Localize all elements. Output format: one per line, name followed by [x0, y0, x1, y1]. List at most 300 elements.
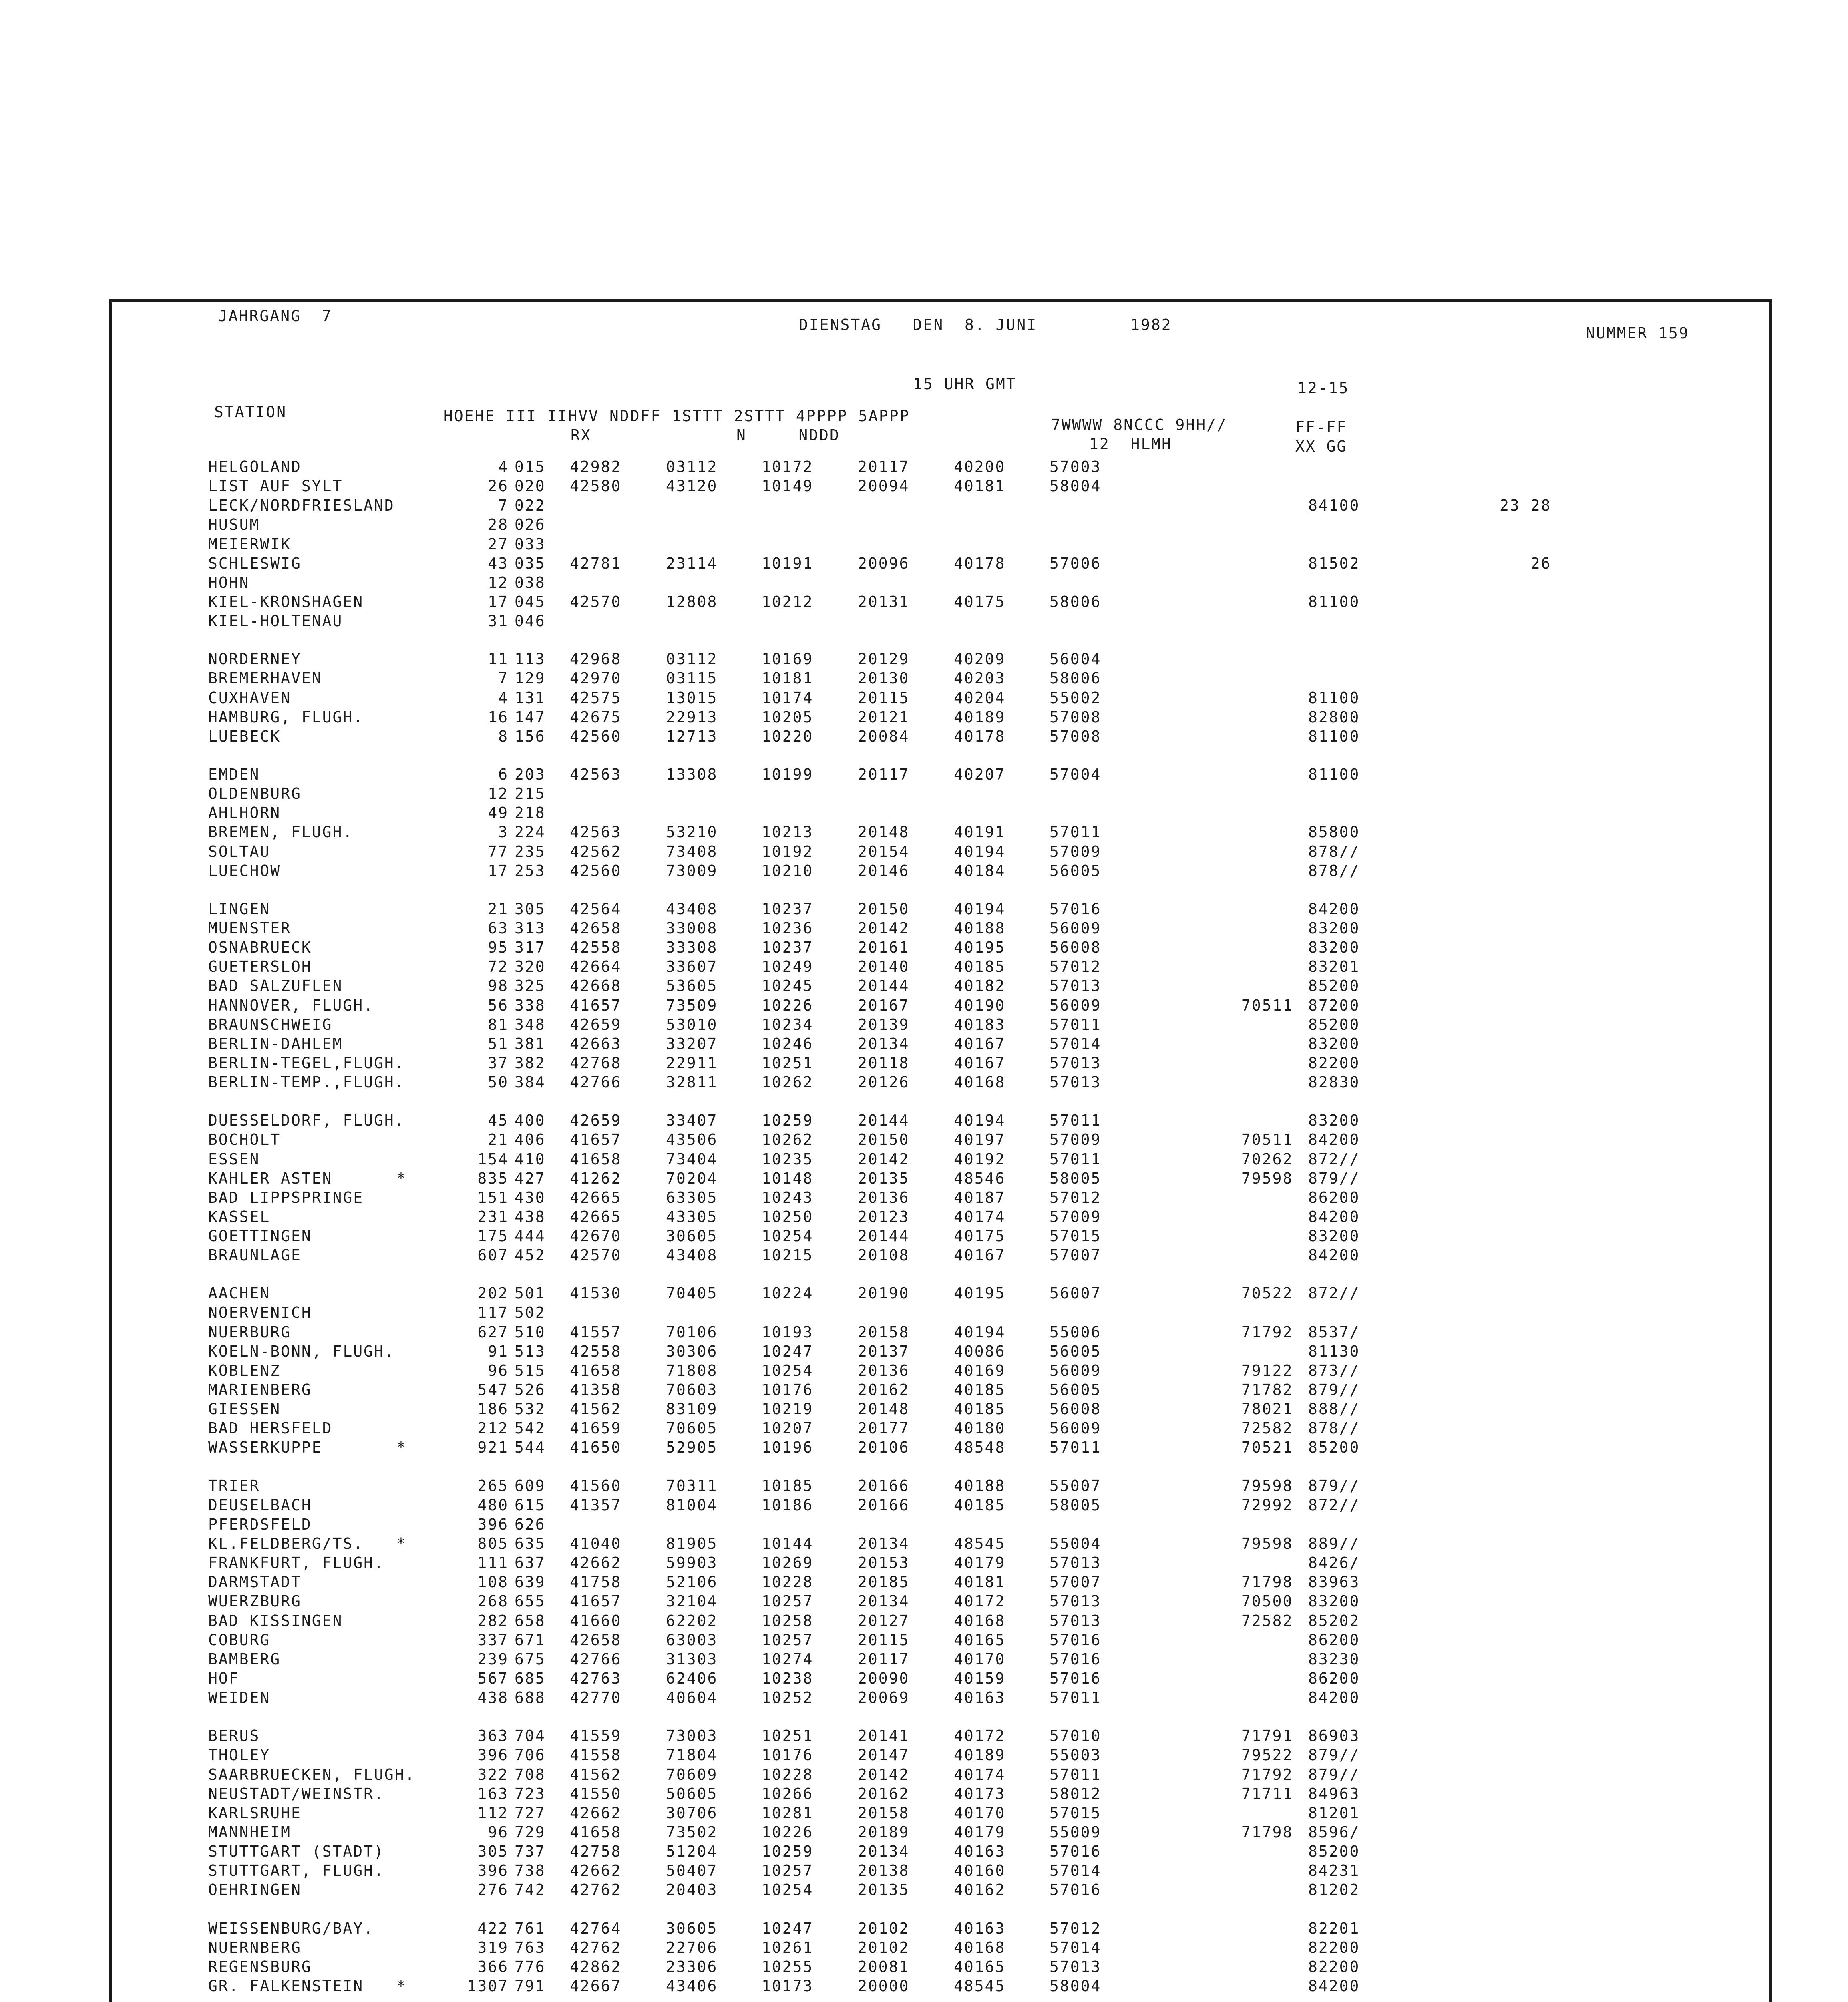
station-nd: 52905: [666, 1439, 718, 1457]
station-name: HUSUM: [208, 516, 260, 534]
station-ho: 276: [477, 1881, 509, 1899]
group-gap: [208, 1457, 1730, 1476]
station-name: GR. FALKENSTEIN: [208, 1977, 364, 1995]
station-ho: 363: [477, 1727, 509, 1745]
station-name: NUERBURG: [208, 1323, 292, 1341]
station-p5: 55003: [1050, 1746, 1102, 1764]
station-s2: 20131: [858, 593, 910, 611]
station-nd: 33607: [666, 958, 718, 976]
station-ih: 42659: [570, 1015, 622, 1033]
station-nd: 03112: [666, 650, 718, 668]
station-s2: 20102: [858, 1938, 910, 1956]
station-mark: *: [396, 1169, 407, 1187]
station-p5: 57009: [1050, 1131, 1102, 1149]
station-row: [208, 1688, 1730, 1707]
station-nd: 81004: [666, 1496, 718, 1514]
station-s1: 10176: [762, 1381, 814, 1399]
station-nd: 30605: [666, 1227, 718, 1245]
station-s1: 10174: [762, 689, 814, 707]
station-row: [208, 919, 1730, 938]
station-p5: 57014: [1050, 1862, 1102, 1880]
station-iii: 026: [515, 516, 546, 534]
station-s1: 10235: [762, 1150, 814, 1168]
station-p5: 57011: [1050, 1150, 1102, 1168]
station-row: [208, 1188, 1730, 1207]
station-nc: 84200: [1308, 1689, 1360, 1707]
station-name: MEIERWIK: [208, 535, 292, 553]
station-iii: 015: [515, 458, 546, 476]
station-row: [208, 1476, 1730, 1495]
station-ho: 12: [488, 573, 509, 591]
station-nc: 81100: [1308, 593, 1360, 611]
station-nd: 71804: [666, 1746, 718, 1764]
station-row: [208, 822, 1730, 842]
station-s2: 20135: [858, 1169, 910, 1187]
station-row: [208, 1073, 1730, 1092]
station-ih: 42675: [570, 708, 622, 726]
station-ih: 42570: [570, 593, 622, 611]
station-row: [208, 1246, 1730, 1265]
station-name: LUEBECK: [208, 727, 281, 745]
station-ho: 49: [488, 804, 509, 822]
station-ih: 42659: [570, 1112, 622, 1130]
station-iii: 046: [515, 612, 546, 630]
station-iii: 382: [515, 1054, 546, 1072]
station-s1: 10220: [762, 727, 814, 745]
station-iii: 542: [515, 1419, 546, 1437]
station-ih: 42662: [570, 1804, 622, 1822]
station-p5: 56009: [1050, 1361, 1102, 1379]
station-s2: 20102: [858, 1919, 910, 1937]
station-row: [208, 1784, 1730, 1803]
station-name: KIEL-HOLTENAU: [208, 612, 343, 630]
station-row: [208, 669, 1730, 688]
station-p4: 40204: [954, 689, 1006, 707]
station-name: COBURG: [208, 1631, 271, 1649]
station-row: [208, 708, 1730, 727]
station-ho: 265: [477, 1477, 509, 1495]
station-ih: 42763: [570, 1670, 622, 1688]
station-nd: 70603: [666, 1381, 718, 1399]
station-p5: 55009: [1050, 1823, 1102, 1841]
station-p4: 40179: [954, 1823, 1006, 1841]
station-ih: 42662: [570, 1554, 622, 1572]
station-row: [208, 496, 1730, 515]
station-s2: 20084: [858, 727, 910, 745]
station-s1: 10257: [762, 1862, 814, 1880]
station-s1: 10258: [762, 1612, 814, 1630]
station-p5: 57012: [1050, 1919, 1102, 1937]
station-p4: 40167: [954, 1035, 1006, 1053]
station-p4: 40195: [954, 1284, 1006, 1303]
station-p5: 57008: [1050, 708, 1102, 726]
station-p5: 57016: [1050, 1843, 1102, 1861]
station-ho: 4: [498, 689, 509, 707]
station-p4: 40192: [954, 1150, 1006, 1168]
station-nc: 87200: [1308, 996, 1360, 1014]
station-nd: 43408: [666, 900, 718, 918]
station-nd: 73509: [666, 996, 718, 1014]
station-p4: 40170: [954, 1650, 1006, 1668]
station-name: BOCHOLT: [208, 1131, 281, 1149]
station-iii: 635: [515, 1535, 546, 1553]
station-p5: 57013: [1050, 1958, 1102, 1976]
station-p4: 40160: [954, 1862, 1006, 1880]
station-ih: 42562: [570, 842, 622, 860]
station-nd: 62406: [666, 1670, 718, 1688]
station-p4: 40175: [954, 1227, 1006, 1245]
station-ho: 72: [488, 958, 509, 976]
station-name: THOLEY: [208, 1746, 271, 1764]
station-iii: 609: [515, 1477, 546, 1495]
station-iii: 305: [515, 900, 546, 918]
station-ih: 42764: [570, 1919, 622, 1937]
station-s1: 10181: [762, 669, 814, 687]
station-s2: 20141: [858, 1727, 910, 1745]
station-p4: 48545: [954, 1535, 1006, 1553]
station-s2: 20148: [858, 823, 910, 841]
station-name: OLDENBURG: [208, 785, 302, 803]
station-ih: 41550: [570, 1785, 622, 1803]
station-nc: 85200: [1308, 977, 1360, 995]
station-row: [208, 1323, 1730, 1342]
station-p5: 57006: [1050, 554, 1102, 572]
group-gap: [208, 1707, 1730, 1726]
station-row: [208, 842, 1730, 861]
station-s2: 20081: [858, 1958, 910, 1976]
station-name: LECK/NORDFRIESLAND: [208, 496, 395, 515]
time-range: 12-15: [1297, 379, 1349, 397]
station-ho: 6: [498, 765, 509, 783]
station-name: BRAUNSCHWEIG: [208, 1015, 333, 1033]
station-s1: 10191: [762, 554, 814, 572]
station-w7: 79598: [1241, 1535, 1293, 1553]
station-iii: 738: [515, 1862, 546, 1880]
station-name: BRAUNLAGE: [208, 1246, 302, 1264]
station-nc: 85800: [1308, 823, 1360, 841]
station-s2: 20162: [858, 1785, 910, 1803]
station-s1: 10262: [762, 1073, 814, 1091]
station-p5: 56005: [1050, 862, 1102, 880]
station-nd: 32811: [666, 1073, 718, 1091]
station-p4: 40185: [954, 1496, 1006, 1514]
station-name: LIST AUF SYLT: [208, 477, 343, 495]
station-ih: 42781: [570, 554, 622, 572]
station-nd: 22913: [666, 708, 718, 726]
station-p4: 40168: [954, 1612, 1006, 1630]
station-w7: 70511: [1241, 1131, 1293, 1149]
station-nc: 879//: [1308, 1381, 1360, 1399]
station-s2: 20142: [858, 1150, 910, 1168]
station-ho: 305: [477, 1843, 509, 1861]
station-ho: 322: [477, 1765, 509, 1783]
station-name: NUERNBERG: [208, 1938, 302, 1956]
station-s1: 10226: [762, 996, 814, 1014]
station-ho: 21: [488, 1131, 509, 1149]
station-ih: 42665: [570, 1188, 622, 1206]
station-p4: 40162: [954, 1881, 1006, 1899]
station-ho: 175: [477, 1227, 509, 1245]
station-nd: 13308: [666, 765, 718, 783]
station-s2: 20137: [858, 1342, 910, 1360]
station-nd: 73408: [666, 842, 718, 860]
station-ho: 17: [488, 593, 509, 611]
station-w7: 70500: [1241, 1592, 1293, 1610]
station-nc: 878//: [1308, 862, 1360, 880]
station-ho: 567: [477, 1670, 509, 1688]
station-s1: 10247: [762, 1342, 814, 1360]
station-ho: 154: [477, 1150, 509, 1168]
station-ho: 108: [477, 1573, 509, 1591]
station-row: [208, 1342, 1730, 1361]
station-name: WASSERKUPPE: [208, 1439, 322, 1457]
col-codes-subheader: RX N NDDD: [571, 426, 840, 444]
station-ho: 1307: [467, 1977, 509, 1995]
station-nd: 33008: [666, 919, 718, 937]
station-s2: 20108: [858, 1246, 910, 1264]
station-row: [208, 457, 1730, 476]
station-ih: 42762: [570, 1881, 622, 1899]
station-s1: 10266: [762, 1785, 814, 1803]
station-nd: 53605: [666, 977, 718, 995]
station-name: KL.FELDBERG/TS.: [208, 1535, 364, 1553]
station-ho: 480: [477, 1496, 509, 1514]
station-w7: 71798: [1241, 1823, 1293, 1841]
station-nc: 8596/: [1308, 1823, 1360, 1841]
station-s1: 10193: [762, 1323, 814, 1341]
station-s1: 10169: [762, 650, 814, 668]
station-ho: 45: [488, 1112, 509, 1130]
station-p4: 40165: [954, 1958, 1006, 1976]
station-name: DUESSELDORF, FLUGH.: [208, 1112, 405, 1130]
station-p4: 40163: [954, 1843, 1006, 1861]
date-line: DIENSTAG DEN 8. JUNI 1982: [799, 316, 1172, 334]
station-ho: 91: [488, 1342, 509, 1360]
station-p5: 56007: [1050, 1284, 1102, 1303]
station-p4: 40200: [954, 458, 1006, 476]
station-nc: 81502: [1308, 554, 1360, 572]
station-row: [208, 1438, 1730, 1457]
station-p4: 40183: [954, 1015, 1006, 1033]
station-s2: 20134: [858, 1592, 910, 1610]
station-ho: 43: [488, 554, 509, 572]
station-ih: 42558: [570, 939, 622, 957]
station-nd: 70605: [666, 1419, 718, 1437]
station-nc: 8426/: [1308, 1554, 1360, 1572]
station-p5: 57012: [1050, 958, 1102, 976]
station-s2: 20090: [858, 1670, 910, 1688]
station-iii: 129: [515, 669, 546, 687]
station-nd: 70106: [666, 1323, 718, 1341]
station-nd: 23114: [666, 554, 718, 572]
station-row: [208, 1957, 1730, 1976]
station-nc: 84200: [1308, 1246, 1360, 1264]
station-w7: 79522: [1241, 1746, 1293, 1764]
station-ih: 42575: [570, 689, 622, 707]
group-gap: [208, 1996, 1730, 2002]
station-s1: 10148: [762, 1169, 814, 1187]
station-row: [208, 1380, 1730, 1399]
station-ih: 41758: [570, 1573, 622, 1591]
station-iii: 526: [515, 1381, 546, 1399]
station-row: [208, 1765, 1730, 1784]
station-ho: 627: [477, 1323, 509, 1341]
station-row: [208, 688, 1730, 708]
group-gap: [208, 1265, 1730, 1284]
station-nd: 83109: [666, 1400, 718, 1418]
station-row: [208, 1726, 1730, 1745]
station-nd: 33207: [666, 1035, 718, 1053]
station-nd: 50605: [666, 1785, 718, 1803]
station-nd: 30306: [666, 1342, 718, 1360]
station-nd: 63305: [666, 1188, 718, 1206]
station-name: MANNHEIM: [208, 1823, 292, 1841]
station-s2: 20185: [858, 1573, 910, 1591]
station-p4: 40163: [954, 1919, 1006, 1937]
station-nc: 84200: [1308, 1208, 1360, 1226]
station-mark: *: [396, 1977, 407, 1995]
station-ih: 42663: [570, 1035, 622, 1053]
station-iii: 637: [515, 1554, 546, 1572]
station-s2: 20123: [858, 1208, 910, 1226]
station-ho: 7: [498, 496, 509, 515]
station-ih: 42558: [570, 1342, 622, 1360]
station-p4: 40163: [954, 1689, 1006, 1707]
station-ih: 42563: [570, 765, 622, 783]
station-p5: 56008: [1050, 939, 1102, 957]
station-nc: 81100: [1308, 689, 1360, 707]
station-nc: 81130: [1308, 1342, 1360, 1360]
station-w7: 70521: [1241, 1439, 1293, 1457]
station-name: SAARBRUECKEN, FLUGH.: [208, 1765, 416, 1783]
station-p5: 57013: [1050, 1554, 1102, 1572]
station-ho: 17: [488, 862, 509, 880]
station-s1: 10252: [762, 1689, 814, 1707]
station-s1: 10207: [762, 1419, 814, 1437]
station-s2: 20158: [858, 1323, 910, 1341]
station-iii: 532: [515, 1400, 546, 1418]
station-p5: 56005: [1050, 1342, 1102, 1360]
station-name: CUXHAVEN: [208, 689, 292, 707]
station-nc: 84963: [1308, 1785, 1360, 1803]
station-name: DEUSELBACH: [208, 1496, 312, 1514]
station-p5: 57015: [1050, 1227, 1102, 1245]
station-s1: 10196: [762, 1439, 814, 1457]
station-p5: 55002: [1050, 689, 1102, 707]
station-nc: 85202: [1308, 1612, 1360, 1630]
station-iii: 038: [515, 573, 546, 591]
group-gap: [208, 746, 1730, 765]
station-p4: 40167: [954, 1246, 1006, 1264]
station-nd: 33308: [666, 939, 718, 957]
station-s1: 10257: [762, 1631, 814, 1649]
station-row: [208, 1303, 1730, 1322]
station-s1: 10186: [762, 1496, 814, 1514]
group-gap: [208, 1092, 1730, 1111]
station-s2: 20135: [858, 1881, 910, 1899]
station-ho: 282: [477, 1612, 509, 1630]
station-p4: 40182: [954, 977, 1006, 995]
station-ho: 81: [488, 1015, 509, 1033]
station-name: OSNABRUECK: [208, 939, 312, 957]
station-s2: 20136: [858, 1361, 910, 1379]
station-nd: 32104: [666, 1592, 718, 1610]
station-row: [208, 1592, 1730, 1611]
station-row: [208, 957, 1730, 976]
station-row: [208, 1169, 1730, 1188]
station-p4: 40194: [954, 842, 1006, 860]
station-s2: 20166: [858, 1477, 910, 1495]
station-ho: 95: [488, 939, 509, 957]
station-ih: 41559: [570, 1727, 622, 1745]
station-s1: 10243: [762, 1188, 814, 1206]
station-nd: 22706: [666, 1938, 718, 1956]
station-row: [208, 765, 1730, 784]
station-name: LUECHOW: [208, 862, 281, 880]
station-iii: 763: [515, 1938, 546, 1956]
station-ho: 111: [477, 1554, 509, 1572]
station-name: WUERZBURG: [208, 1592, 302, 1610]
station-row: [208, 784, 1730, 803]
station-s1: 10259: [762, 1843, 814, 1861]
station-nc: 82200: [1308, 1958, 1360, 1976]
station-ho: 202: [477, 1284, 509, 1303]
station-name: MUENSTER: [208, 919, 292, 937]
station-p4: 40188: [954, 919, 1006, 937]
station-nd: 59903: [666, 1554, 718, 1572]
station-ho: 96: [488, 1823, 509, 1841]
station-s2: 20094: [858, 477, 910, 495]
station-nd: 43406: [666, 1977, 718, 1995]
station-p4: 40185: [954, 1400, 1006, 1418]
station-p5: 58004: [1050, 477, 1102, 495]
col-station-header: STATION: [214, 403, 287, 421]
station-ih: 41657: [570, 996, 622, 1014]
station-nd: 71808: [666, 1361, 718, 1379]
station-p4: 40086: [954, 1342, 1006, 1360]
group-gap: [208, 880, 1730, 899]
station-name: BERUS: [208, 1727, 260, 1745]
station-ih: 42580: [570, 477, 622, 495]
station-nc: 83200: [1308, 1592, 1360, 1610]
station-ho: 337: [477, 1631, 509, 1649]
station-row: [208, 1630, 1730, 1650]
station-s2: 20162: [858, 1381, 910, 1399]
station-name: KOBLENZ: [208, 1361, 281, 1379]
station-nc: 879//: [1308, 1746, 1360, 1764]
station-s2: 20144: [858, 1227, 910, 1245]
station-p5: 57010: [1050, 1727, 1102, 1745]
station-iii: 502: [515, 1304, 546, 1322]
observation-time: 15 UHR GMT: [913, 375, 1017, 393]
station-iii: 317: [515, 939, 546, 957]
station-s1: 10226: [762, 1823, 814, 1841]
station-s2: 20106: [858, 1439, 910, 1457]
station-iii: 033: [515, 535, 546, 553]
station-p4: 40187: [954, 1188, 1006, 1206]
station-ho: 98: [488, 977, 509, 995]
station-s2: 20134: [858, 1843, 910, 1861]
station-name: HANNOVER, FLUGH.: [208, 996, 374, 1014]
station-iii: 235: [515, 842, 546, 860]
station-ih: 42970: [570, 669, 622, 687]
station-ih: 42770: [570, 1689, 622, 1707]
station-iii: 218: [515, 804, 546, 822]
station-s1: 10254: [762, 1227, 814, 1245]
station-p5: 55004: [1050, 1535, 1102, 1553]
station-row: [208, 1534, 1730, 1553]
station-s1: 10251: [762, 1054, 814, 1072]
